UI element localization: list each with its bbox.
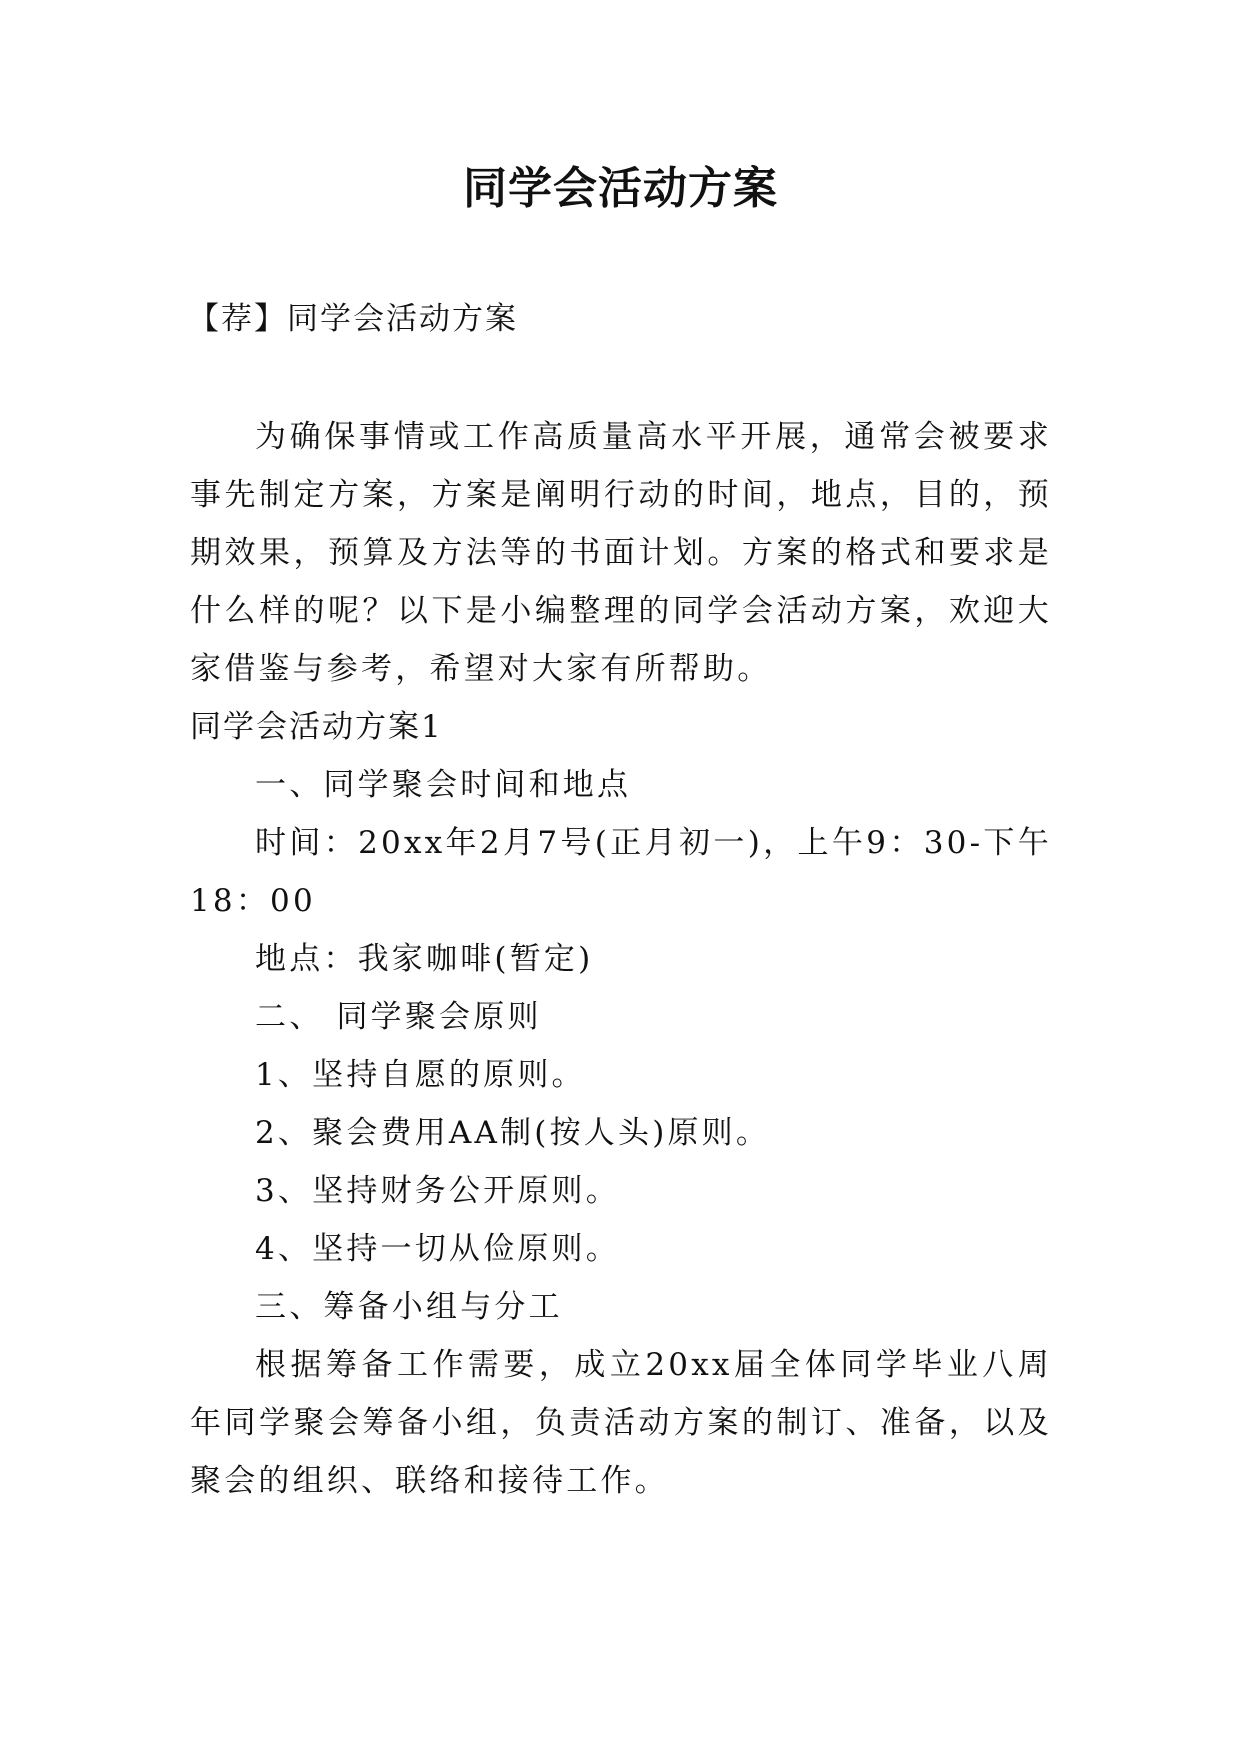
place-line: 地点：我家咖啡(暂定) <box>255 941 594 977</box>
intro-paragraph: 为确保事情或工作高质量高水平开展，通常会被要求事先制定方案，方案是阐明行动的时间，地点，目的，预期效果，预算及方法等的书面计划。方案的格式和要求是什么样的呢？以下是小编整理的同学会活动方案，欢迎大家借鉴与参考，希望对大家有所帮助。 <box>190 419 1052 687</box>
document-title: 同学会活动方案 <box>463 163 778 214</box>
part3-heading: 三、筹备小组与分工 <box>255 1289 563 1325</box>
principle-item: 4、坚持一切从俭原则。 <box>255 1231 620 1267</box>
part1-heading: 一、同学聚会时间和地点 <box>255 767 632 803</box>
principle-item: 1、坚持自愿的原则。 <box>255 1057 586 1093</box>
document-subtitle: 【荐】同学会活动方案 <box>188 301 518 337</box>
part3-paragraph: 根据筹备工作需要，成立20xx届全体同学毕业八周年同学聚会筹备小组，负责活动方案的制订、准备，以及聚会的组织、联络和接待工作。 <box>190 1347 1052 1499</box>
document-body <box>190 408 1052 1510</box>
principle-item: 3、坚持财务公开原则。 <box>255 1173 620 1209</box>
time-paragraph: 时间：20xx年2月7号(正月初一)，上午9：30-下午18：00 <box>190 825 1052 919</box>
section-heading: 同学会活动方案1 <box>190 709 443 745</box>
part2-heading: 二、 同学聚会原则 <box>255 999 542 1035</box>
principle-item: 2、聚会费用AA制(按人头)原则。 <box>255 1115 771 1151</box>
